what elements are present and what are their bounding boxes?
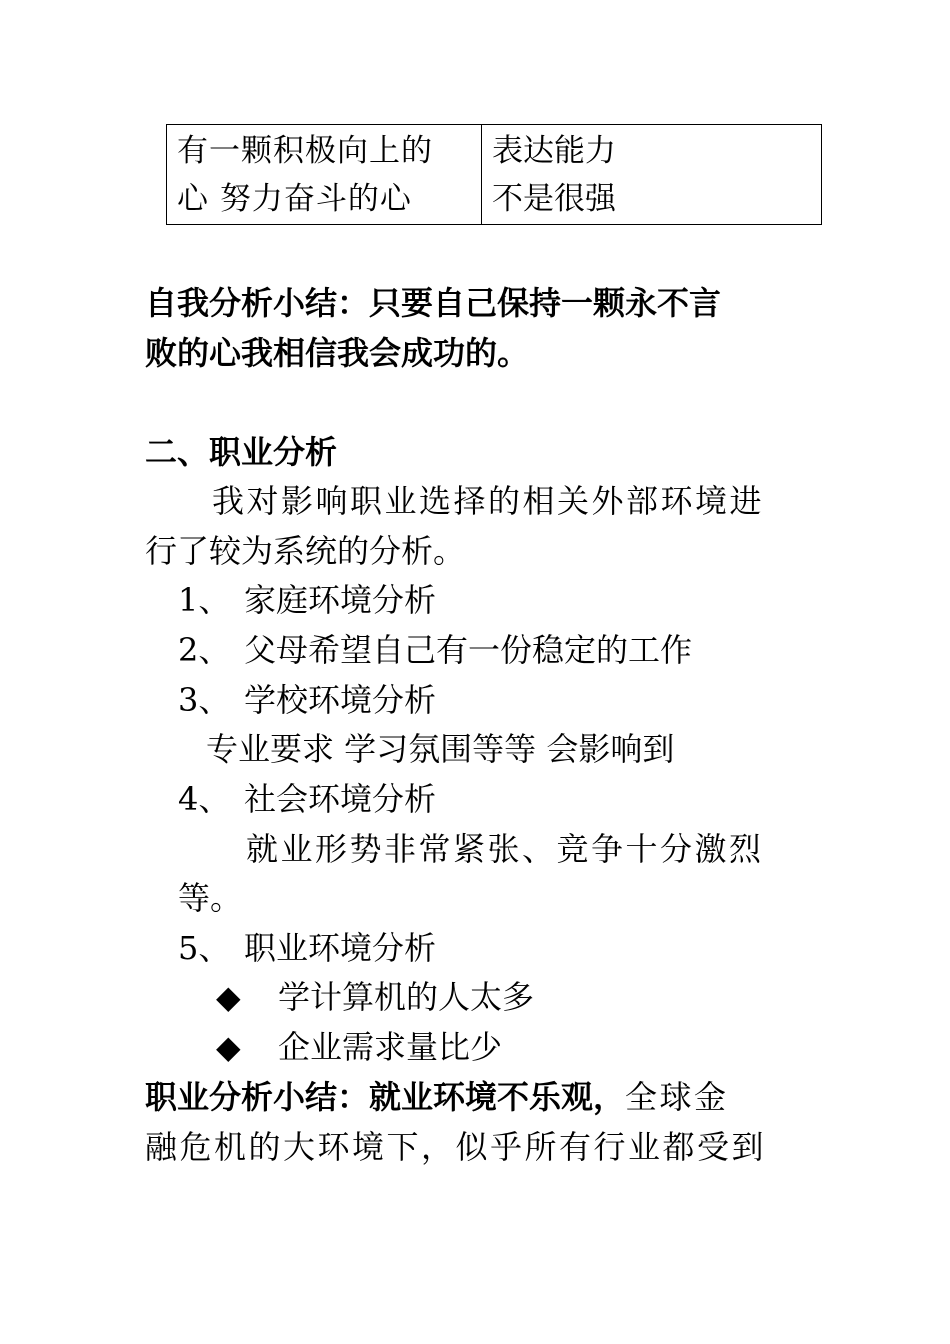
list-item-number: 5、 <box>178 929 231 967</box>
list-item <box>178 775 436 823</box>
list-item-number: 2、 <box>178 631 231 669</box>
list-item-text: 学校环境分析 <box>244 681 437 719</box>
intro-line-1: 我对影响职业选择的相关外部环境进 <box>212 482 765 520</box>
bullet-item <box>216 973 534 1021</box>
career-summary-normal: 全球金 <box>625 1078 729 1116</box>
list-item-number: 1、 <box>178 581 231 619</box>
cell-text-line: 有一颗积极向上的 <box>177 133 433 169</box>
self-summary-line-1: 自我分析小结：只要自己保持一颗永不言 <box>145 284 722 322</box>
bullet-text: 学计算机的人太多 <box>278 978 535 1016</box>
analysis-table <box>166 124 822 225</box>
section-heading: 二、职业分析 <box>145 433 338 471</box>
school-detail: 专业要求 学习氛围等等 会影响到 <box>206 730 675 768</box>
list-item-text: 职业环境分析 <box>244 929 437 967</box>
self-summary-line-2: 败的心我相信我会成功的。 <box>145 334 530 372</box>
career-summary-bold: 职业分析小结：就业环境不乐观， <box>145 1078 626 1116</box>
cell-text-line: 心 努力奋斗的心 <box>177 181 412 217</box>
bullet-text: 企业需求量比少 <box>278 1028 503 1066</box>
table-cell-weakness <box>482 125 822 225</box>
career-summary-line-2: 融危机的大环境下，似乎所有行业都受到 <box>145 1128 767 1166</box>
table-cell-strength <box>167 125 482 225</box>
intro-line-2: 行了较为系统的分析。 <box>145 532 466 570</box>
list-item-number: 3、 <box>178 681 231 719</box>
list-item-text: 家庭环境分析 <box>244 581 437 619</box>
table-row <box>167 125 822 225</box>
list-item-text: 社会环境分析 <box>244 780 437 818</box>
society-detail-line-1: 就业形势非常紧张、竞争十分激烈 <box>246 830 764 868</box>
list-item <box>178 626 692 674</box>
bullet-item <box>216 1023 502 1071</box>
list-item <box>178 576 436 624</box>
list-item-text: 父母希望自己有一份稳定的工作 <box>244 631 693 669</box>
society-detail-line-2: 等。 <box>178 879 243 917</box>
list-item <box>178 924 436 972</box>
list-item <box>178 676 436 724</box>
cell-text-line: 表达能力 <box>492 133 616 169</box>
career-summary-line-1 <box>145 1073 729 1121</box>
diamond-bullet-icon: ◆ <box>216 978 241 1016</box>
cell-text-line: 不是很强 <box>492 181 616 217</box>
list-item-number: 4、 <box>178 780 231 818</box>
diamond-bullet-icon: ◆ <box>216 1028 241 1066</box>
